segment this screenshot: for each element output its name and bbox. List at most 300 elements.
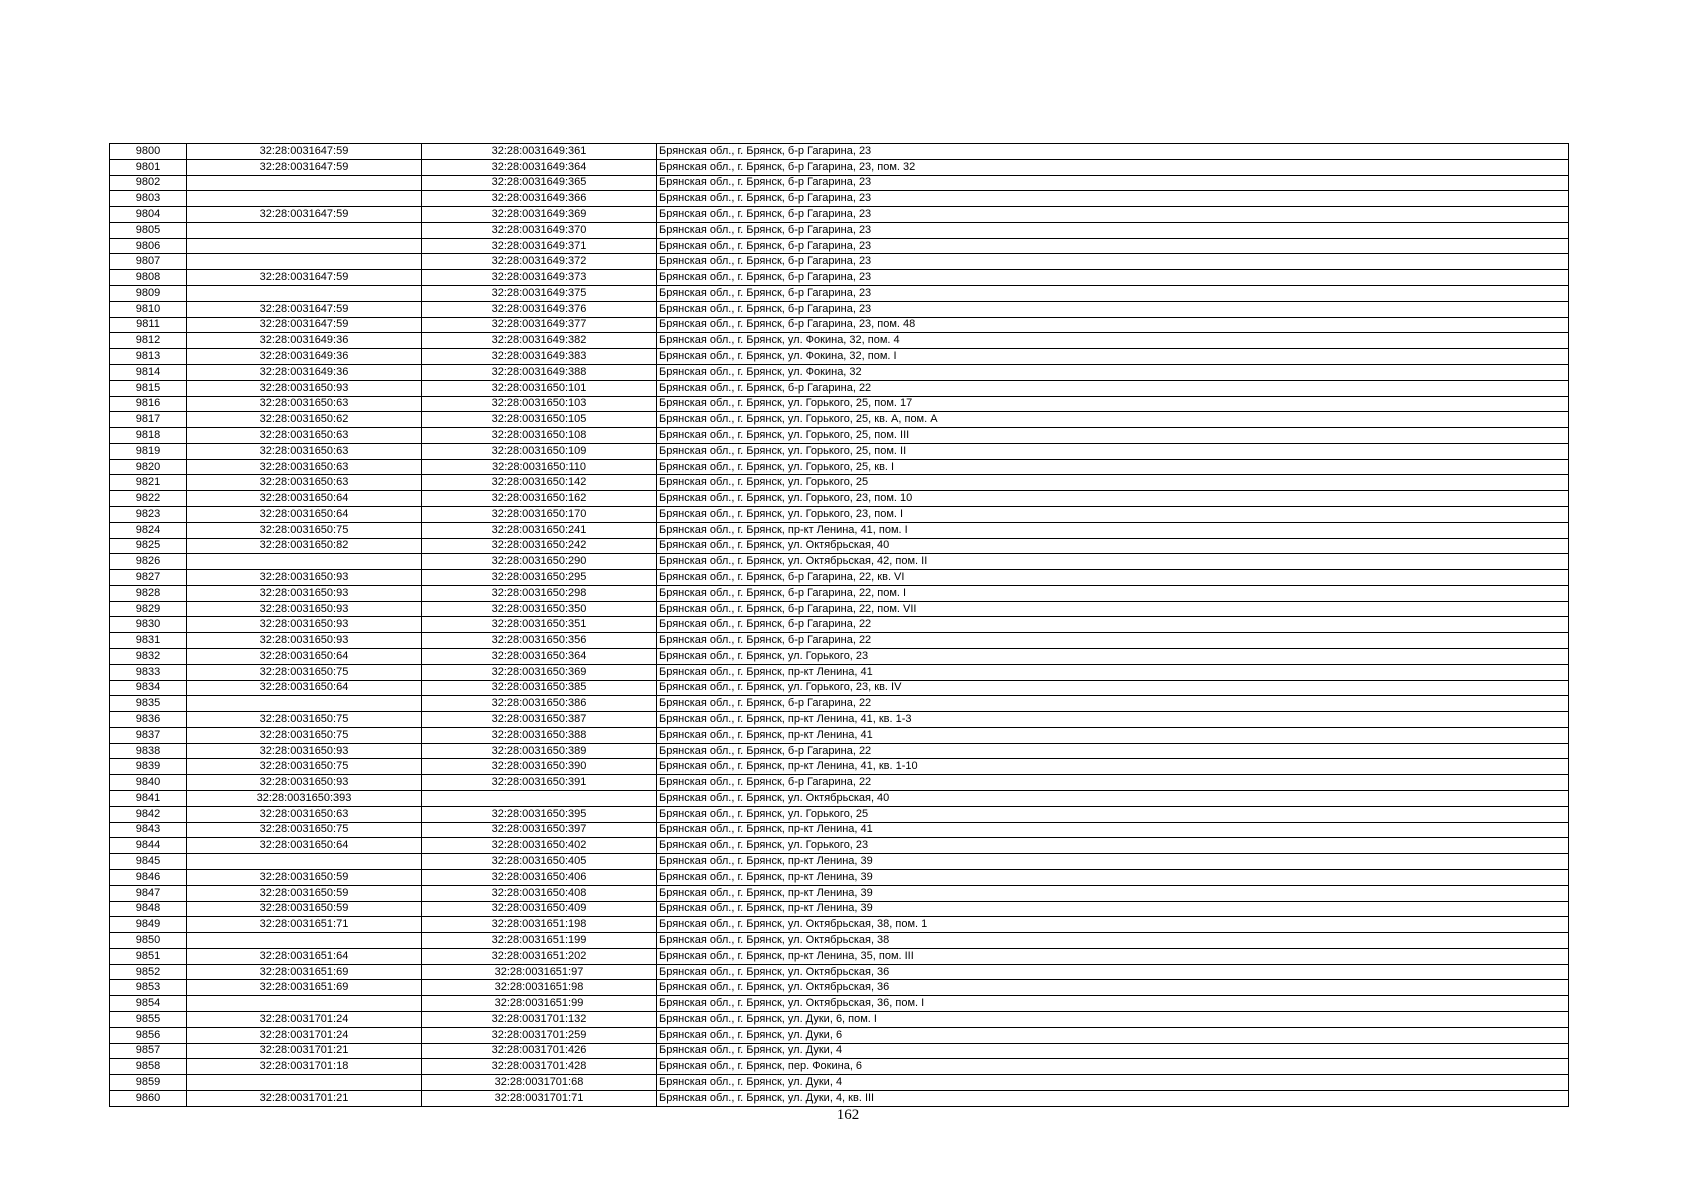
table-row — [110, 159, 1569, 175]
address-cell: Брянская обл., г. Брянск, пер. Фокина, 6 — [657, 1059, 1569, 1075]
address-cell: Брянская обл., г. Брянск, ул. Октябрьская, 36, пом. I — [657, 996, 1569, 1012]
cadastral-number-cell: 32:28:0031650:350 — [422, 601, 657, 617]
row-number-cell: 9807 — [110, 254, 187, 270]
table-row — [110, 996, 1569, 1012]
address-cell: Брянская обл., г. Брянск, б-р Гагарина, 22 — [657, 696, 1569, 712]
cadastral-number-cell: 32:28:0031650:290 — [422, 554, 657, 570]
cadastral-number-cell: 32:28:0031650:364 — [422, 649, 657, 665]
cadastral-number-cell — [422, 791, 657, 807]
cadastral-number-cell: 32:28:0031650:395 — [422, 806, 657, 822]
table-row — [110, 349, 1569, 365]
address-cell: Брянская обл., г. Брянск, б-р Гагарина, 23 — [657, 301, 1569, 317]
cadastral-number-cell: 32:28:0031701:71 — [422, 1090, 657, 1106]
row-number-cell: 9818 — [110, 428, 187, 444]
row-number-cell: 9832 — [110, 649, 187, 665]
address-cell: Брянская обл., г. Брянск, б-р Гагарина, 23 — [657, 144, 1569, 160]
table-row — [110, 601, 1569, 617]
table-row — [110, 759, 1569, 775]
parent-cadastral-number-cell: 32:28:0031650:64 — [187, 838, 422, 854]
parent-cadastral-number-cell: 32:28:0031650:59 — [187, 885, 422, 901]
parent-cadastral-number-cell — [187, 254, 422, 270]
cadastral-number-cell: 32:28:0031649:388 — [422, 364, 657, 380]
row-number-cell: 9854 — [110, 996, 187, 1012]
row-number-cell: 9836 — [110, 712, 187, 728]
cadastral-number-cell: 32:28:0031649:370 — [422, 222, 657, 238]
row-number-cell: 9823 — [110, 506, 187, 522]
row-number-cell: 9853 — [110, 980, 187, 996]
row-number-cell: 9849 — [110, 917, 187, 933]
table-row — [110, 712, 1569, 728]
address-cell: Брянская обл., г. Брянск, б-р Гагарина, 23 — [657, 191, 1569, 207]
parent-cadastral-number-cell: 32:28:0031651:71 — [187, 917, 422, 933]
parent-cadastral-number-cell — [187, 175, 422, 191]
table-row — [110, 791, 1569, 807]
address-cell: Брянская обл., г. Брянск, б-р Гагарина, 22, пом. I — [657, 585, 1569, 601]
cadastral-number-cell: 32:28:0031650:103 — [422, 396, 657, 412]
table-row — [110, 633, 1569, 649]
row-number-cell: 9834 — [110, 680, 187, 696]
address-cell: Брянская обл., г. Брянск, б-р Гагарина, 23 — [657, 207, 1569, 223]
parent-cadastral-number-cell: 32:28:0031650:75 — [187, 664, 422, 680]
address-cell: Брянская обл., г. Брянск, ул. Октябрьская, 38, пом. 1 — [657, 917, 1569, 933]
row-number-cell: 9802 — [110, 175, 187, 191]
address-cell: Брянская обл., г. Брянск, ул. Дуки, 4 — [657, 1043, 1569, 1059]
table-row — [110, 948, 1569, 964]
row-number-cell: 9858 — [110, 1059, 187, 1075]
table-row — [110, 207, 1569, 223]
row-number-cell: 9833 — [110, 664, 187, 680]
address-cell: Брянская обл., г. Брянск, ул. Горького, 23, кв. IV — [657, 680, 1569, 696]
page-number: 162 — [836, 1107, 860, 1123]
row-number-cell: 9820 — [110, 459, 187, 475]
parent-cadastral-number-cell: 32:28:0031701:24 — [187, 1027, 422, 1043]
address-cell: Брянская обл., г. Брянск, б-р Гагарина, 23 — [657, 286, 1569, 302]
row-number-cell: 9840 — [110, 775, 187, 791]
parent-cadastral-number-cell: 32:28:0031650:75 — [187, 712, 422, 728]
row-number-cell: 9824 — [110, 522, 187, 538]
table-row — [110, 428, 1569, 444]
row-number-cell: 9831 — [110, 633, 187, 649]
table-row — [110, 649, 1569, 665]
row-number-cell: 9808 — [110, 270, 187, 286]
row-number-cell: 9817 — [110, 412, 187, 428]
parent-cadastral-number-cell: 32:28:0031650:64 — [187, 491, 422, 507]
table-row — [110, 254, 1569, 270]
address-cell: Брянская обл., г. Брянск, ул. Октябрьская, 36 — [657, 964, 1569, 980]
address-cell: Брянская обл., г. Брянск, б-р Гагарина, 23, пом. 32 — [657, 159, 1569, 175]
parent-cadastral-number-cell: 32:28:0031650:82 — [187, 538, 422, 554]
address-cell: Брянская обл., г. Брянск, ул. Октябрьская, 40 — [657, 791, 1569, 807]
cadastral-number-cell: 32:28:0031650:241 — [422, 522, 657, 538]
parent-cadastral-number-cell: 32:28:0031650:64 — [187, 506, 422, 522]
parent-cadastral-number-cell — [187, 996, 422, 1012]
row-number-cell: 9841 — [110, 791, 187, 807]
address-cell: Брянская обл., г. Брянск, б-р Гагарина, 23 — [657, 175, 1569, 191]
cadastral-number-cell: 32:28:0031649:365 — [422, 175, 657, 191]
table-row — [110, 333, 1569, 349]
cadastral-number-cell: 32:28:0031649:377 — [422, 317, 657, 333]
address-cell: Брянская обл., г. Брянск, ул. Горького, 25 — [657, 806, 1569, 822]
address-cell: Брянская обл., г. Брянск, б-р Гагарина, 23 — [657, 254, 1569, 270]
row-number-cell: 9830 — [110, 617, 187, 633]
row-number-cell: 9845 — [110, 854, 187, 870]
table-row — [110, 664, 1569, 680]
parent-cadastral-number-cell: 32:28:0031701:24 — [187, 1011, 422, 1027]
table-row — [110, 570, 1569, 586]
cadastral-number-cell: 32:28:0031650:408 — [422, 885, 657, 901]
table-row — [110, 1043, 1569, 1059]
table-row — [110, 317, 1569, 333]
cadastral-number-cell: 32:28:0031701:428 — [422, 1059, 657, 1075]
cadastral-number-cell: 32:28:0031650:351 — [422, 617, 657, 633]
table-row — [110, 364, 1569, 380]
row-number-cell: 9805 — [110, 222, 187, 238]
row-number-cell: 9814 — [110, 364, 187, 380]
cadastral-number-cell: 32:28:0031649:373 — [422, 270, 657, 286]
address-cell: Брянская обл., г. Брянск, ул. Октябрьская, 42, пом. II — [657, 554, 1569, 570]
row-number-cell: 9803 — [110, 191, 187, 207]
cadastral-number-cell: 32:28:0031649:383 — [422, 349, 657, 365]
row-number-cell: 9804 — [110, 207, 187, 223]
parent-cadastral-number-cell: 32:28:0031650:93 — [187, 617, 422, 633]
parent-cadastral-number-cell: 32:28:0031650:93 — [187, 570, 422, 586]
row-number-cell: 9825 — [110, 538, 187, 554]
address-cell: Брянская обл., г. Брянск, б-р Гагарина, 23, пом. 48 — [657, 317, 1569, 333]
cadastral-number-cell: 32:28:0031651:198 — [422, 917, 657, 933]
cadastral-number-cell: 32:28:0031650:142 — [422, 475, 657, 491]
row-number-cell: 9806 — [110, 238, 187, 254]
row-number-cell: 9857 — [110, 1043, 187, 1059]
parent-cadastral-number-cell: 32:28:0031647:59 — [187, 270, 422, 286]
cadastral-number-cell: 32:28:0031651:202 — [422, 948, 657, 964]
cadastral-number-cell: 32:28:0031650:242 — [422, 538, 657, 554]
cadastral-number-cell: 32:28:0031651:99 — [422, 996, 657, 1012]
parent-cadastral-number-cell: 32:28:0031650:393 — [187, 791, 422, 807]
cadastral-number-cell: 32:28:0031649:364 — [422, 159, 657, 175]
address-cell: Брянская обл., г. Брянск, ул. Дуки, 6 — [657, 1027, 1569, 1043]
cadastral-number-cell: 32:28:0031650:409 — [422, 901, 657, 917]
cadastral-number-cell: 32:28:0031650:386 — [422, 696, 657, 712]
cadastral-number-cell: 32:28:0031649:361 — [422, 144, 657, 160]
table-row — [110, 554, 1569, 570]
table-row — [110, 380, 1569, 396]
table-row — [110, 238, 1569, 254]
cadastral-number-cell: 32:28:0031650:295 — [422, 570, 657, 586]
address-cell: Брянская обл., г. Брянск, пр-кт Ленина, 39 — [657, 901, 1569, 917]
cadastral-number-cell: 32:28:0031650:389 — [422, 743, 657, 759]
row-number-cell: 9856 — [110, 1027, 187, 1043]
table-row — [110, 301, 1569, 317]
cadastral-number-cell: 32:28:0031651:97 — [422, 964, 657, 980]
table-row — [110, 933, 1569, 949]
table-row — [110, 1027, 1569, 1043]
cadastral-number-cell: 32:28:0031650:402 — [422, 838, 657, 854]
cadastral-number-cell: 32:28:0031649:372 — [422, 254, 657, 270]
parent-cadastral-number-cell: 32:28:0031701:21 — [187, 1090, 422, 1106]
address-cell: Брянская обл., г. Брянск, ул. Горького, 23, пом. I — [657, 506, 1569, 522]
parent-cadastral-number-cell: 32:28:0031651:64 — [187, 948, 422, 964]
address-cell: Брянская обл., г. Брянск, б-р Гагарина, 22, кв. VI — [657, 570, 1569, 586]
table-row — [110, 680, 1569, 696]
row-number-cell: 9850 — [110, 933, 187, 949]
table-row — [110, 396, 1569, 412]
table-row — [110, 475, 1569, 491]
row-number-cell: 9846 — [110, 869, 187, 885]
row-number-cell: 9816 — [110, 396, 187, 412]
cadastral-number-cell: 32:28:0031650:110 — [422, 459, 657, 475]
parent-cadastral-number-cell: 32:28:0031650:64 — [187, 680, 422, 696]
cadastral-number-cell: 32:28:0031651:98 — [422, 980, 657, 996]
table-row — [110, 506, 1569, 522]
table-row — [110, 822, 1569, 838]
row-number-cell: 9822 — [110, 491, 187, 507]
address-cell: Брянская обл., г. Брянск, пр-кт Ленина, 41, кв. 1-3 — [657, 712, 1569, 728]
table-row — [110, 917, 1569, 933]
cadastral-number-cell: 32:28:0031650:101 — [422, 380, 657, 396]
table-row — [110, 1011, 1569, 1027]
parent-cadastral-number-cell: 32:28:0031647:59 — [187, 301, 422, 317]
parent-cadastral-number-cell: 32:28:0031701:21 — [187, 1043, 422, 1059]
table-row — [110, 885, 1569, 901]
address-cell: Брянская обл., г. Брянск, пр-кт Ленина, 35, пом. III — [657, 948, 1569, 964]
row-number-cell: 9837 — [110, 727, 187, 743]
address-cell: Брянская обл., г. Брянск, б-р Гагарина, 22 — [657, 380, 1569, 396]
cadastral-number-cell: 32:28:0031650:385 — [422, 680, 657, 696]
cadastral-number-cell: 32:28:0031650:105 — [422, 412, 657, 428]
table-row — [110, 459, 1569, 475]
parent-cadastral-number-cell: 32:28:0031650:63 — [187, 443, 422, 459]
cadastral-number-cell: 32:28:0031649:375 — [422, 286, 657, 302]
cadastral-number-cell: 32:28:0031650:369 — [422, 664, 657, 680]
address-cell: Брянская обл., г. Брянск, пр-кт Ленина, 41 — [657, 727, 1569, 743]
cadastral-number-cell: 32:28:0031650:170 — [422, 506, 657, 522]
address-cell: Брянская обл., г. Брянск, ул. Октябрьская, 40 — [657, 538, 1569, 554]
row-number-cell: 9821 — [110, 475, 187, 491]
cadastral-number-cell: 32:28:0031651:199 — [422, 933, 657, 949]
parent-cadastral-number-cell: 32:28:0031650:64 — [187, 649, 422, 665]
row-number-cell: 9826 — [110, 554, 187, 570]
cadastral-number-cell: 32:28:0031650:387 — [422, 712, 657, 728]
table-row — [110, 743, 1569, 759]
table-row — [110, 838, 1569, 854]
table-row — [110, 869, 1569, 885]
row-number-cell: 9815 — [110, 380, 187, 396]
address-cell: Брянская обл., г. Брянск, пр-кт Ленина, 41 — [657, 822, 1569, 838]
row-number-cell: 9800 — [110, 144, 187, 160]
table-row — [110, 286, 1569, 302]
address-cell: Брянская обл., г. Брянск, ул. Горького, 25, пом. 17 — [657, 396, 1569, 412]
table-row — [110, 144, 1569, 160]
parent-cadastral-number-cell: 32:28:0031647:59 — [187, 144, 422, 160]
cadastral-number-cell: 32:28:0031650:390 — [422, 759, 657, 775]
parent-cadastral-number-cell: 32:28:0031649:36 — [187, 333, 422, 349]
address-cell: Брянская обл., г. Брянск, ул. Горького, 23, пом. 10 — [657, 491, 1569, 507]
parent-cadastral-number-cell: 32:28:0031650:63 — [187, 459, 422, 475]
parent-cadastral-number-cell: 32:28:0031650:59 — [187, 869, 422, 885]
address-cell: Брянская обл., г. Брянск, ул. Горького, 25, пом. III — [657, 428, 1569, 444]
row-number-cell: 9827 — [110, 570, 187, 586]
cadastral-number-cell: 32:28:0031650:391 — [422, 775, 657, 791]
parent-cadastral-number-cell: 32:28:0031650:63 — [187, 806, 422, 822]
cadastral-number-cell: 32:28:0031701:68 — [422, 1075, 657, 1091]
parent-cadastral-number-cell: 32:28:0031649:36 — [187, 349, 422, 365]
cadastral-number-cell: 32:28:0031650:397 — [422, 822, 657, 838]
address-cell: Брянская обл., г. Брянск, ул. Горького, 25 — [657, 475, 1569, 491]
row-number-cell: 9860 — [110, 1090, 187, 1106]
row-number-cell: 9852 — [110, 964, 187, 980]
table-row — [110, 1059, 1569, 1075]
cadastral-number-cell: 32:28:0031649:376 — [422, 301, 657, 317]
cadastral-number-cell: 32:28:0031650:406 — [422, 869, 657, 885]
address-cell: Брянская обл., г. Брянск, ул. Дуки, 6, пом. I — [657, 1011, 1569, 1027]
row-number-cell: 9812 — [110, 333, 187, 349]
row-number-cell: 9819 — [110, 443, 187, 459]
address-cell: Брянская обл., г. Брянск, пр-кт Ленина, 39 — [657, 885, 1569, 901]
table-row — [110, 617, 1569, 633]
parent-cadastral-number-cell: 32:28:0031650:93 — [187, 743, 422, 759]
address-cell: Брянская обл., г. Брянск, ул. Дуки, 4, кв. III — [657, 1090, 1569, 1106]
address-cell: Брянская обл., г. Брянск, ул. Дуки, 4 — [657, 1075, 1569, 1091]
cadastral-number-cell: 32:28:0031650:388 — [422, 727, 657, 743]
address-cell: Брянская обл., г. Брянск, ул. Горького, 25, кв. А, пом. А — [657, 412, 1569, 428]
address-cell: Брянская обл., г. Брянск, б-р Гагарина, 22 — [657, 743, 1569, 759]
address-cell: Брянская обл., г. Брянск, б-р Гагарина, 23 — [657, 270, 1569, 286]
cadastral-number-cell: 32:28:0031650:109 — [422, 443, 657, 459]
table-row — [110, 964, 1569, 980]
parent-cadastral-number-cell: 32:28:0031650:62 — [187, 412, 422, 428]
table-row — [110, 696, 1569, 712]
address-cell: Брянская обл., г. Брянск, пр-кт Ленина, 41 — [657, 664, 1569, 680]
address-cell: Брянская обл., г. Брянск, ул. Октябрьская, 38 — [657, 933, 1569, 949]
address-cell: Брянская обл., г. Брянск, пр-кт Ленина, 41, кв. 1-10 — [657, 759, 1569, 775]
address-cell: Брянская обл., г. Брянск, б-р Гагарина, 22, пом. VII — [657, 601, 1569, 617]
address-cell: Брянская обл., г. Брянск, ул. Горького, 25, пом. II — [657, 443, 1569, 459]
parent-cadastral-number-cell — [187, 286, 422, 302]
cadastral-number-cell: 32:28:0031649:371 — [422, 238, 657, 254]
address-cell: Брянская обл., г. Брянск, ул. Фокина, 32 — [657, 364, 1569, 380]
cadastral-number-cell: 32:28:0031650:162 — [422, 491, 657, 507]
table-row — [110, 443, 1569, 459]
address-cell: Брянская обл., г. Брянск, ул. Октябрьская, 36 — [657, 980, 1569, 996]
address-cell: Брянская обл., г. Брянск, б-р Гагарина, 22 — [657, 617, 1569, 633]
registry-table-body — [110, 144, 1569, 1107]
row-number-cell: 9810 — [110, 301, 187, 317]
row-number-cell: 9811 — [110, 317, 187, 333]
row-number-cell: 9842 — [110, 806, 187, 822]
row-number-cell: 9801 — [110, 159, 187, 175]
row-number-cell: 9839 — [110, 759, 187, 775]
row-number-cell: 9813 — [110, 349, 187, 365]
parent-cadastral-number-cell: 32:28:0031647:59 — [187, 159, 422, 175]
table-row — [110, 191, 1569, 207]
table-row — [110, 585, 1569, 601]
address-cell: Брянская обл., г. Брянск, б-р Гагарина, 22 — [657, 775, 1569, 791]
address-cell: Брянская обл., г. Брянск, пр-кт Ленина, 39 — [657, 869, 1569, 885]
cadastral-number-cell: 32:28:0031701:132 — [422, 1011, 657, 1027]
row-number-cell: 9828 — [110, 585, 187, 601]
row-number-cell: 9838 — [110, 743, 187, 759]
address-cell: Брянская обл., г. Брянск, б-р Гагарина, 22 — [657, 633, 1569, 649]
parent-cadastral-number-cell: 32:28:0031647:59 — [187, 207, 422, 223]
row-number-cell: 9855 — [110, 1011, 187, 1027]
table-row — [110, 775, 1569, 791]
parent-cadastral-number-cell — [187, 238, 422, 254]
table-row — [110, 522, 1569, 538]
row-number-cell: 9859 — [110, 1075, 187, 1091]
table-row — [110, 980, 1569, 996]
parent-cadastral-number-cell: 32:28:0031701:18 — [187, 1059, 422, 1075]
address-cell: Брянская обл., г. Брянск, б-р Гагарина, 23 — [657, 222, 1569, 238]
address-cell: Брянская обл., г. Брянск, пр-кт Ленина, 41, пом. I — [657, 522, 1569, 538]
parent-cadastral-number-cell: 32:28:0031647:59 — [187, 317, 422, 333]
cadastral-number-cell: 32:28:0031649:382 — [422, 333, 657, 349]
parent-cadastral-number-cell — [187, 854, 422, 870]
parent-cadastral-number-cell — [187, 1075, 422, 1091]
parent-cadastral-number-cell: 32:28:0031650:93 — [187, 585, 422, 601]
cadastral-number-cell: 32:28:0031649:369 — [422, 207, 657, 223]
address-cell: Брянская обл., г. Брянск, ул. Фокина, 32, пом. 4 — [657, 333, 1569, 349]
parent-cadastral-number-cell: 32:28:0031651:69 — [187, 980, 422, 996]
address-cell: Брянская обл., г. Брянск, ул. Горького, 23 — [657, 649, 1569, 665]
parent-cadastral-number-cell: 32:28:0031650:59 — [187, 901, 422, 917]
row-number-cell: 9851 — [110, 948, 187, 964]
table-row — [110, 270, 1569, 286]
table-row — [110, 727, 1569, 743]
table-row — [110, 175, 1569, 191]
parent-cadastral-number-cell — [187, 554, 422, 570]
table-row — [110, 491, 1569, 507]
parent-cadastral-number-cell — [187, 191, 422, 207]
parent-cadastral-number-cell: 32:28:0031650:93 — [187, 380, 422, 396]
table-row — [110, 854, 1569, 870]
address-cell: Брянская обл., г. Брянск, ул. Горького, 25, кв. I — [657, 459, 1569, 475]
parent-cadastral-number-cell: 32:28:0031650:63 — [187, 428, 422, 444]
table-row — [110, 222, 1569, 238]
row-number-cell: 9848 — [110, 901, 187, 917]
table-row — [110, 538, 1569, 554]
parent-cadastral-number-cell: 32:28:0031650:75 — [187, 822, 422, 838]
cadastral-number-cell: 32:28:0031650:108 — [422, 428, 657, 444]
parent-cadastral-number-cell: 32:28:0031650:93 — [187, 601, 422, 617]
parent-cadastral-number-cell: 32:28:0031650:93 — [187, 775, 422, 791]
parent-cadastral-number-cell: 32:28:0031650:75 — [187, 759, 422, 775]
address-cell: Брянская обл., г. Брянск, ул. Фокина, 32, пом. I — [657, 349, 1569, 365]
parent-cadastral-number-cell: 32:28:0031650:63 — [187, 396, 422, 412]
table-row — [110, 1075, 1569, 1091]
parent-cadastral-number-cell: 32:28:0031650:75 — [187, 727, 422, 743]
parent-cadastral-number-cell: 32:28:0031651:69 — [187, 964, 422, 980]
cadastral-number-cell: 32:28:0031701:426 — [422, 1043, 657, 1059]
parent-cadastral-number-cell: 32:28:0031650:63 — [187, 475, 422, 491]
cadastral-number-cell: 32:28:0031650:356 — [422, 633, 657, 649]
parent-cadastral-number-cell: 32:28:0031650:93 — [187, 633, 422, 649]
parent-cadastral-number-cell — [187, 696, 422, 712]
parent-cadastral-number-cell — [187, 933, 422, 949]
table-row — [110, 806, 1569, 822]
row-number-cell: 9829 — [110, 601, 187, 617]
row-number-cell: 9843 — [110, 822, 187, 838]
row-number-cell: 9844 — [110, 838, 187, 854]
address-cell: Брянская обл., г. Брянск, б-р Гагарина, 23 — [657, 238, 1569, 254]
registry-table — [109, 143, 1569, 1107]
address-cell: Брянская обл., г. Брянск, ул. Горького, 23 — [657, 838, 1569, 854]
cadastral-number-cell: 32:28:0031701:259 — [422, 1027, 657, 1043]
row-number-cell: 9835 — [110, 696, 187, 712]
parent-cadastral-number-cell: 32:28:0031649:36 — [187, 364, 422, 380]
table-row — [110, 412, 1569, 428]
cadastral-number-cell: 32:28:0031650:405 — [422, 854, 657, 870]
table-row — [110, 901, 1569, 917]
